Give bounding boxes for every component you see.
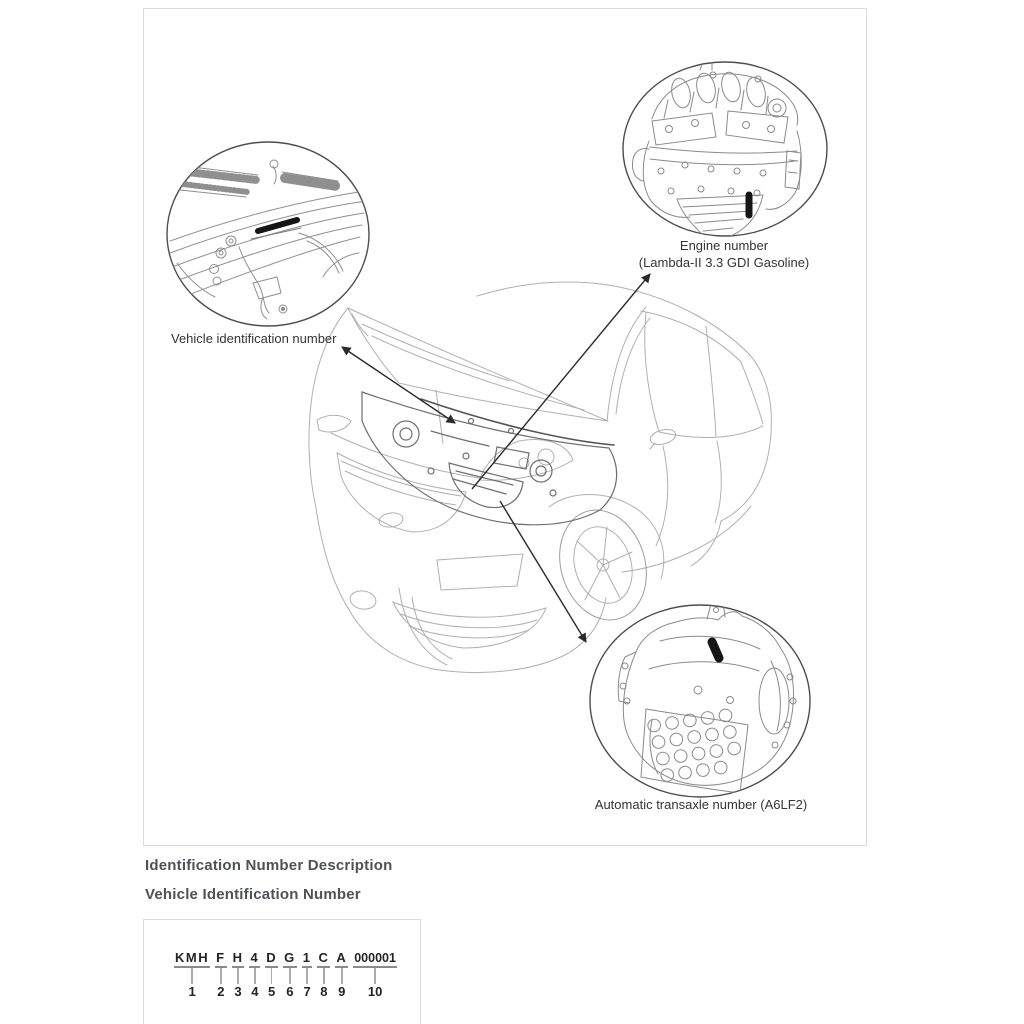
vin-callout-arrow — [342, 347, 455, 423]
vin-stem — [237, 968, 239, 984]
vin-chars: 1 — [302, 950, 312, 965]
vin-group — [302, 951, 313, 998]
vin-group — [265, 951, 278, 998]
vin-stem — [254, 968, 256, 984]
vin-group — [249, 951, 260, 998]
vin-position-number: 2 — [217, 984, 225, 999]
vin-chars: 000001 — [354, 951, 396, 965]
vin-callout-label: Vehicle identification number — [171, 331, 337, 346]
vin-chars: D — [266, 950, 278, 965]
vin-group — [353, 951, 397, 998]
vin-chars: F — [216, 950, 226, 965]
transaxle-callout-label: Automatic transaxle number (A6LF2) — [594, 797, 808, 812]
vin-position-number: 5 — [268, 984, 276, 999]
vin-breakdown-diagram — [174, 951, 420, 998]
subsection-heading: Vehicle Identification Number — [145, 886, 361, 903]
vin-chars: C — [318, 950, 330, 965]
vin-chars: A — [336, 950, 348, 965]
vin-stem — [191, 968, 193, 984]
vin-position-number: 7 — [303, 984, 311, 999]
vin-group — [215, 951, 226, 998]
vin-stem — [306, 968, 308, 984]
vin-stem — [220, 968, 222, 984]
vin-stem — [323, 968, 325, 984]
vin-chars: G — [284, 950, 296, 965]
vin-group — [232, 951, 245, 998]
vin-position-number: 10 — [367, 984, 383, 999]
vin-group — [335, 951, 348, 998]
transaxle-callout-circle — [590, 605, 810, 797]
engine-callout-arrow — [472, 274, 650, 489]
section-heading: Identification Number Description — [145, 857, 393, 874]
vin-position-number: 9 — [338, 984, 346, 999]
vin-position-number: 8 — [320, 984, 328, 999]
vin-group — [174, 951, 210, 998]
engine-callout-label-line1: Engine number — [679, 238, 769, 253]
vin-stem — [289, 968, 291, 984]
vin-position-number: 3 — [234, 984, 242, 999]
vin-group — [283, 951, 297, 998]
vin-stem — [374, 968, 376, 984]
vin-position-number: 1 — [188, 984, 196, 999]
vin-chars: 4 — [250, 950, 260, 965]
engine-callout-label-line2: (Lambda-II 3.3 GDI Gasoline) — [638, 255, 810, 270]
engine-callout-label — [595, 237, 853, 271]
transaxle-number-marker — [712, 642, 719, 658]
vin-stem — [271, 968, 273, 984]
engine-bay-sketch — [362, 392, 617, 525]
transaxle-callout-arrow — [500, 501, 586, 642]
engine-callout-circle — [623, 62, 827, 236]
vin-chars: KMH — [175, 950, 210, 965]
vin-chars: H — [232, 950, 244, 965]
vin-breakdown-panel — [143, 919, 421, 1024]
vin-stem — [341, 968, 343, 984]
vin-position-number: 6 — [286, 984, 294, 999]
vin-group — [317, 951, 330, 998]
vin-position-number: 4 — [251, 984, 259, 999]
